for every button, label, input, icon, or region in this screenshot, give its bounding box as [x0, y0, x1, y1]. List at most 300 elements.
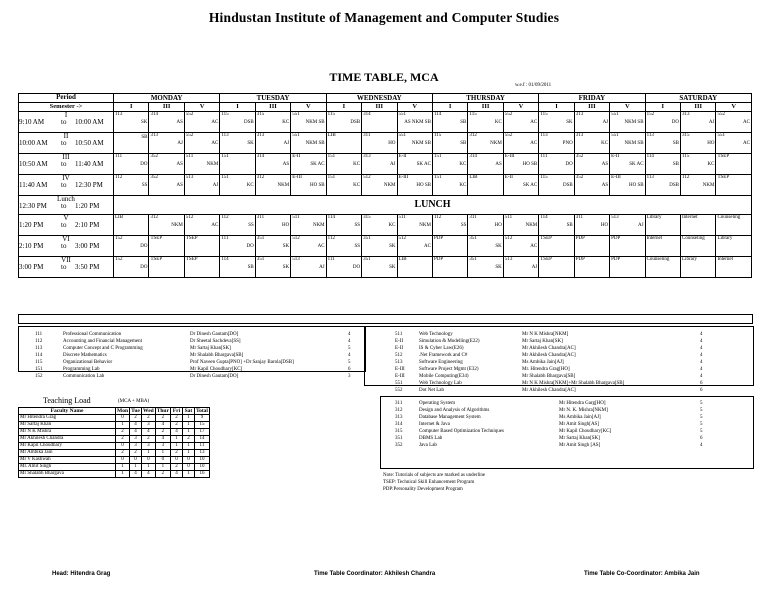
subject-code: 314	[150, 112, 158, 117]
subject-row	[395, 366, 745, 373]
load-value: 1	[155, 450, 170, 457]
subject-faculty: Prof Naveen Gupta[PNO] +Dr Sanjay Barola[DSB]	[190, 360, 294, 365]
subject-code: PDP	[433, 236, 444, 241]
load-row	[19, 429, 210, 436]
subject-name: DBMS Lab	[419, 436, 443, 441]
slot-cell	[149, 257, 184, 278]
load-value: 0	[170, 457, 182, 464]
subject-code: TSEP	[717, 175, 730, 180]
period-time	[19, 175, 114, 196]
subject-hours: 4	[700, 367, 703, 372]
subject-code: TSEP	[540, 236, 552, 241]
subject-code: 111	[35, 332, 43, 337]
subject-code: 113	[35, 346, 43, 351]
subject-hours: 5	[348, 346, 351, 351]
load-value: 0	[182, 457, 194, 464]
subject-hours: 6	[700, 388, 703, 393]
subject-code: 151	[433, 175, 442, 180]
faculty-code: NKM	[171, 223, 183, 228]
faculty-name: Mr Shalabh Bhargava	[19, 471, 116, 478]
subject-code: 113	[115, 112, 123, 117]
subject-faculty: Mr Sartaj Khan[SK]	[559, 436, 600, 441]
day-header: MONDAY	[114, 94, 220, 103]
slot-cell	[645, 215, 680, 236]
faculty-code: AC	[530, 120, 538, 125]
period-time	[19, 112, 114, 133]
subject-code: 113	[221, 133, 229, 138]
subject-faculty: Mr N K Mishra[NKM]+Mr Shalabh Bhargava[SB]	[522, 381, 625, 386]
load-header: Mon	[117, 408, 128, 414]
faculty-code: PNO	[562, 141, 573, 146]
faculty-code: DO	[246, 244, 254, 249]
faculty-code: SB	[566, 223, 573, 228]
subject-code: 351	[469, 257, 477, 262]
period-start: 9:10 AM	[19, 118, 45, 126]
subject-code: E-II	[292, 154, 301, 159]
load-value: 3	[155, 443, 170, 450]
subject-name: Design and Analysis of Algorithms	[419, 408, 490, 413]
subject-code: 512	[395, 353, 403, 358]
slot-cell	[610, 236, 645, 257]
subject-code: Library	[682, 257, 697, 262]
semester-header: V	[716, 103, 752, 112]
faculty-code: NKM	[277, 183, 290, 188]
load-value: 1	[182, 429, 194, 436]
subject-code: 313	[682, 112, 690, 117]
note-line: Note: Tutorials of subjects are marked as underline	[383, 473, 486, 478]
subject-code: E-III	[395, 374, 405, 379]
load-header: Tue	[131, 408, 140, 414]
subject-code: LIB	[115, 215, 124, 220]
subject-faculty: Mr. Hitendra Grag[HO]	[522, 367, 570, 372]
subject-code: 314	[469, 154, 477, 159]
subject-code: 311	[469, 215, 477, 220]
subject-faculty: Mr Akhilesh Chandra[AC]	[522, 388, 576, 393]
slot-cell	[503, 236, 538, 257]
load-value: 14	[194, 436, 209, 443]
subject-code: 352	[575, 175, 584, 180]
load-value: 1	[142, 450, 156, 457]
subject-row	[395, 414, 745, 421]
subject-code: 552	[395, 388, 403, 393]
teaching-load-subtitle: (MCA + MBA)	[118, 399, 150, 404]
subject-row	[395, 352, 745, 359]
subject-name: Simulation & Modelling(E22)	[419, 339, 480, 344]
faculty-code: SB	[247, 265, 254, 270]
subject-faculty: Mr N K Mishra[NKM]	[522, 332, 569, 337]
slot-cell	[645, 236, 680, 257]
slot-cell	[326, 175, 361, 196]
period-start: 11:40 AM	[19, 181, 48, 189]
subject-hours: 5	[348, 360, 351, 365]
subject-code: Internet	[682, 215, 698, 220]
slot-cell	[149, 215, 184, 236]
subject-code: 115	[682, 154, 690, 159]
faculty-code: SK AC	[522, 183, 538, 188]
faculty-name: Mr N K Mishra	[19, 429, 116, 436]
slot-cell	[114, 112, 149, 133]
slot-cell	[149, 133, 184, 154]
slot-cell	[468, 175, 503, 196]
slot-cell	[184, 112, 219, 133]
load-row	[19, 464, 210, 471]
period-to: to	[61, 160, 67, 168]
subject-faculty: Mr Shalabh Bhargava[SB]	[522, 374, 576, 379]
load-value: 0	[116, 443, 130, 450]
slot-cell	[184, 154, 219, 175]
period-to: to	[61, 118, 67, 126]
load-value: 0	[155, 457, 170, 464]
slot-cell	[716, 257, 752, 278]
subject-code: 311	[575, 215, 584, 220]
subject-code: Library	[646, 215, 662, 220]
semester-header: I	[220, 103, 255, 112]
period-time	[19, 196, 114, 215]
slot-cell	[362, 215, 397, 236]
faculty-code: DSB	[562, 183, 573, 188]
subject-hours: 5	[700, 401, 703, 406]
faculty-code: SB	[672, 162, 679, 167]
period-number: II	[63, 132, 69, 140]
subject-code: 352	[395, 443, 403, 448]
load-value: 1	[170, 436, 182, 443]
slot-cell	[610, 257, 645, 278]
load-value: 2	[142, 436, 156, 443]
period-number: VI	[62, 235, 70, 243]
subject-faculty: Mr N. K. Mishra[NKM]	[559, 408, 608, 413]
subject-name: Dot Net Lab	[419, 388, 444, 393]
faculty-code: HO	[281, 223, 290, 228]
slot-cell	[397, 133, 432, 154]
slot-cell	[716, 154, 752, 175]
load-header: Thur	[156, 408, 169, 414]
slot-cell	[716, 215, 752, 236]
faculty-code: AJ	[389, 162, 396, 167]
slot-cell	[397, 215, 432, 236]
subject-code: LIB	[398, 257, 407, 262]
slot-cell	[220, 133, 255, 154]
subject-code: 512	[504, 236, 513, 241]
slot-cell	[468, 215, 503, 236]
slot-cell	[291, 175, 326, 196]
slot-cell	[432, 112, 467, 133]
faculty-code: SK	[389, 244, 396, 249]
subject-code: TSEP	[150, 236, 163, 241]
subject-code: 551	[398, 133, 406, 138]
faculty-code: KC	[459, 183, 467, 188]
period-end: 3:50 PM	[75, 263, 100, 271]
subject-row	[35, 345, 365, 352]
slot-cell	[610, 175, 645, 196]
load-value: 4	[170, 429, 182, 436]
period-number: V	[63, 214, 69, 222]
subject-code: 552	[185, 112, 194, 117]
subject-faculty: Ms Ambika Jain[AJ]	[522, 360, 564, 365]
subject-code: 511	[504, 215, 513, 220]
subject-code: TSEP	[540, 257, 552, 262]
subject-faculty: Mr Hitendra Garg[HO]	[559, 401, 606, 406]
slot-cell	[255, 112, 290, 133]
period-to: to	[61, 221, 67, 229]
subject-code: 115	[469, 112, 477, 117]
slot-cell	[468, 133, 503, 154]
subject-code: 112	[115, 175, 123, 180]
subject-code: E-III	[611, 175, 621, 180]
faculty-code: AC	[211, 223, 219, 228]
subject-code: 111	[327, 257, 335, 262]
slot-cell	[397, 257, 432, 278]
load-value: 10	[194, 457, 209, 464]
load-value: 4	[155, 436, 170, 443]
load-value: 3	[142, 422, 156, 429]
faculty-code: SK	[247, 141, 254, 146]
slot-cell	[645, 175, 680, 196]
faculty-code: AS	[176, 120, 183, 125]
faculty-code: AJ	[708, 120, 715, 125]
subject-code: E-II	[395, 346, 404, 351]
slot-cell	[432, 175, 467, 196]
load-value: 2	[170, 450, 182, 457]
slot-cell	[574, 175, 609, 196]
subject-code: 351	[256, 257, 265, 262]
slot-cell	[432, 236, 467, 257]
semester-header: I	[114, 103, 149, 112]
faculty-code: DO	[565, 162, 573, 167]
load-value: 0	[116, 457, 130, 464]
faculty-code: HO SB	[416, 183, 431, 188]
semester-header: III	[468, 103, 503, 112]
semester-header: I	[645, 103, 680, 112]
slot-cell	[149, 154, 184, 175]
subject-code: 151	[327, 175, 336, 180]
period-start: 3:00 PM	[19, 263, 44, 271]
load-value: 1	[170, 443, 182, 450]
period-end: 2:10 PM	[75, 221, 100, 229]
load-value: 4	[142, 471, 156, 478]
faculty-code: AS NKM SB	[404, 120, 431, 125]
period-end: 11:40 AM	[75, 160, 104, 168]
lunch-cell: LUNCH	[114, 196, 752, 215]
load-value: 16	[194, 471, 209, 478]
slot-cell	[432, 133, 467, 154]
load-header: Wed	[143, 408, 154, 414]
subject-code: 114	[35, 353, 43, 358]
slot-cell	[468, 236, 503, 257]
slot-cell	[539, 215, 574, 236]
faculty-code: AJ	[177, 141, 183, 146]
subject-name: Discrete Mathematics	[63, 353, 107, 358]
subject-code: 151	[221, 175, 229, 180]
subject-faculty: Mr Akhilesh Chandra[AC]	[522, 353, 576, 358]
slot-cell	[610, 112, 645, 133]
slot-cell	[681, 154, 716, 175]
faculty-code: SK	[141, 120, 148, 125]
load-value: 0	[130, 457, 142, 464]
subject-name: Accounting and Financial Management	[63, 339, 143, 344]
subject-row	[35, 352, 365, 359]
slot-cell	[539, 236, 574, 257]
subject-hours: 5	[700, 429, 703, 434]
faculty-code: KC	[459, 162, 467, 167]
slot-cell	[681, 112, 716, 133]
subject-code: 351	[363, 236, 371, 241]
subject-code: 151	[221, 154, 229, 159]
load-value: 15	[194, 422, 209, 429]
subject-name: Operating System	[419, 401, 455, 406]
period-time	[19, 236, 114, 257]
subject-name: Internet & Java	[419, 422, 450, 427]
subject-row	[35, 331, 365, 338]
slot-cell	[574, 236, 609, 257]
subject-code: 551	[611, 133, 619, 138]
slot-cell	[539, 257, 574, 278]
slot-cell	[539, 112, 574, 133]
faculty-name: Mr Sartaj Khan	[19, 422, 116, 429]
period-number: IV	[62, 174, 70, 182]
slot-cell	[255, 236, 290, 257]
effective-date: w.e.f : 01/09/2011	[515, 83, 552, 88]
period-time	[19, 215, 114, 236]
day-header: THURSDAY	[432, 94, 538, 103]
semester-header: III	[149, 103, 184, 112]
slot-cell	[645, 154, 680, 175]
subject-row	[35, 359, 365, 366]
slot-cell	[716, 175, 752, 196]
subject-row	[35, 338, 365, 345]
faculty-code: AJ	[638, 223, 644, 228]
load-value: 0	[142, 457, 156, 464]
semester-header: I	[539, 103, 574, 112]
subject-code: 151	[35, 367, 43, 372]
faculty-name: Mr Kapil Choudhary	[19, 443, 116, 450]
period-to: to	[61, 202, 67, 210]
faculty-code: HO SB	[310, 183, 325, 188]
faculty-code: DO	[140, 162, 148, 167]
subject-code: 152	[646, 112, 655, 117]
subject-code: 111	[221, 236, 229, 241]
subject-name: Software Engineering	[419, 360, 463, 365]
timetable-title: TIME TABLE, MCA	[329, 70, 439, 84]
subject-code: 351	[256, 236, 265, 241]
faculty-code: HO SB	[628, 183, 644, 188]
subject-code: 313	[256, 133, 265, 138]
subject-code: 112	[682, 175, 690, 180]
period-row	[19, 133, 752, 154]
faculty-code: AJ	[319, 265, 325, 270]
subject-code: 511	[398, 215, 406, 220]
subject-code: 315	[682, 133, 690, 138]
slot-cell	[220, 112, 255, 133]
faculty-code: NKM SB	[305, 120, 325, 125]
subject-name: Web Technology	[419, 332, 453, 337]
faculty-code: DO	[140, 244, 148, 249]
subject-code: 551	[292, 112, 300, 117]
faculty-code: SK AC	[416, 162, 431, 167]
faculty-code: AC	[211, 141, 219, 146]
load-value: 1	[116, 464, 130, 471]
slot-cell	[681, 236, 716, 257]
faculty-code: KC	[388, 223, 396, 228]
period-end: 12:30 PM	[75, 181, 103, 189]
slot-cell	[397, 112, 432, 133]
subject-code: 115	[433, 133, 442, 138]
period-start: 12:30 PM	[19, 202, 47, 210]
slot-cell	[114, 175, 149, 196]
subject-code: 151	[327, 154, 336, 159]
faculty-code: KC	[246, 183, 254, 188]
period-to: to	[61, 139, 67, 147]
subject-code: 551	[717, 133, 725, 138]
subject-name: Computer Based Optimization Techniques	[419, 429, 504, 434]
footer-co-coordinator: Time Table Co-Coordinator: Ambika Jain	[584, 571, 700, 577]
load-value: 1	[155, 464, 170, 471]
subject-faculty: Dr Dinesh Gautam[DO]	[190, 332, 239, 337]
subject-code: PDP	[575, 236, 585, 241]
slot-cell	[503, 175, 538, 196]
subject-faculty: Mr Kapil Choudhary[KC]	[190, 367, 243, 372]
slot-cell	[574, 133, 609, 154]
faculty-code: SK AC	[629, 162, 644, 167]
subject-code: 112	[35, 339, 43, 344]
faculty-code: NKM SB	[624, 120, 644, 125]
subject-code: 311	[256, 215, 265, 220]
load-header: Fri	[170, 408, 182, 415]
period-row	[19, 175, 752, 196]
subject-code: 312	[469, 133, 477, 138]
faculty-code: DO	[671, 120, 679, 125]
subject-code: 551	[395, 381, 403, 386]
subject-code: Counseling	[717, 215, 741, 220]
period-to: to	[61, 242, 67, 250]
semester-label: Semester ->	[19, 103, 114, 112]
subject-name: Java Lab	[419, 443, 437, 448]
subject-code: 112	[433, 215, 442, 220]
slot-cell	[291, 236, 326, 257]
notes	[383, 472, 485, 493]
subject-code: Library	[717, 236, 733, 241]
period-end: 3:00 PM	[75, 242, 100, 250]
period-time	[19, 257, 114, 278]
period-time	[19, 154, 114, 175]
period-number: VII	[61, 256, 71, 264]
load-value: 2	[155, 415, 170, 422]
faculty-code: SK	[282, 265, 290, 270]
slot-cell	[645, 112, 680, 133]
slot-cell	[362, 175, 397, 196]
period-row	[19, 154, 752, 175]
period-start: 10:50 AM	[19, 160, 48, 168]
load-value: 1	[182, 471, 194, 478]
subject-code: 313	[363, 154, 371, 159]
subject-list-sem1	[35, 331, 365, 380]
faculty-code: SK	[282, 244, 290, 249]
subject-hours: 3	[348, 374, 351, 379]
subject-list-sem5	[395, 331, 745, 394]
subject-code: E-III	[292, 175, 302, 180]
subject-code: 551	[292, 133, 300, 138]
subject-hours: 5	[700, 422, 703, 427]
subject-row	[395, 345, 745, 352]
slot-cell	[184, 133, 219, 154]
slot-cell	[291, 257, 326, 278]
subject-faculty: Ms Ambika Jain[AJ]	[559, 415, 601, 420]
semester-header: V	[610, 103, 645, 112]
load-value: 1	[182, 443, 194, 450]
load-value: 2	[170, 422, 182, 429]
subject-code: TSEP	[717, 154, 730, 159]
subject-code: 113	[646, 133, 654, 138]
subject-code: 551	[611, 112, 619, 117]
